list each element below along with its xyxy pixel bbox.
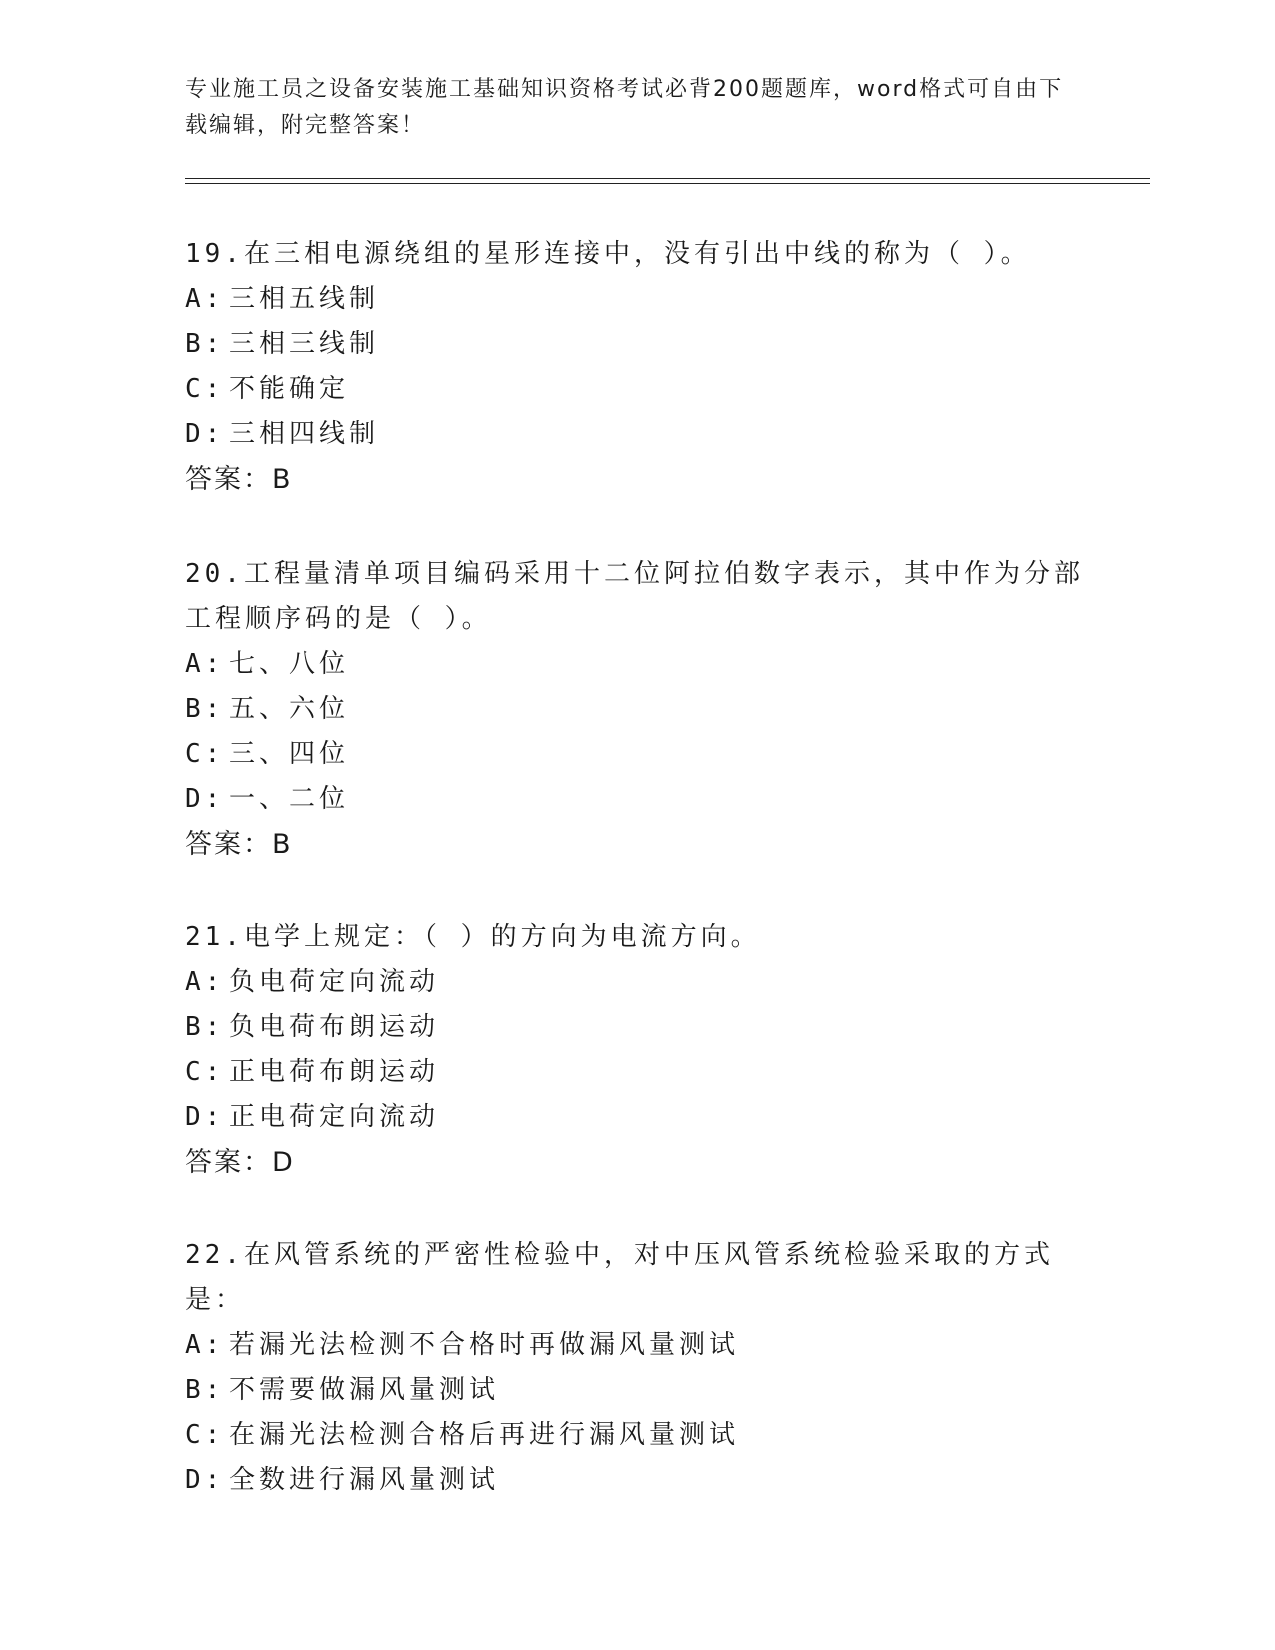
option-c [185, 732, 1085, 777]
question-text: 22.在风管系统的严密性检验中，对中压风管系统检验采取的方式是： [185, 1240, 1054, 1315]
option-text: 负电荷布朗运动 [229, 1012, 440, 1042]
option-key: D: [185, 1465, 225, 1495]
option-text: 负电荷定向流动 [229, 967, 440, 997]
option-a [185, 277, 1085, 322]
option-key: C: [185, 1057, 225, 1087]
option-text: 三相五线制 [229, 284, 380, 314]
option-text: 若漏光法检测不合格时再做漏风量测试 [229, 1330, 740, 1360]
option-text: 三相三线制 [229, 329, 380, 359]
option-text: 七、八位 [229, 649, 350, 679]
question-20 [185, 552, 1085, 867]
question-text: 19.在三相电源绕组的星形连接中，没有引出中线的称为（ ）。 [185, 239, 1031, 269]
option-key: B: [185, 1375, 225, 1405]
question-22 [185, 1233, 1085, 1503]
option-text: 在漏光法检测合格后再进行漏风量测试 [229, 1420, 740, 1450]
option-text: 不需要做漏风量测试 [229, 1375, 500, 1405]
question-19 [185, 232, 1085, 502]
option-text: 不能确定 [229, 374, 350, 404]
question-text: 20.工程量清单项目编码采用十二位阿拉伯数字表示，其中作为分部工程顺序码的是（ ）。 [185, 559, 1084, 634]
page-header-title: 专业施工员之设备安装施工基础知识资格考试必背200题题库，word格式可自由下载编辑，附完整答案！ [185, 77, 1064, 138]
header-divider-bottom [185, 183, 1150, 184]
header-divider-top [185, 178, 1150, 179]
option-key: B: [185, 694, 225, 724]
option-key: B: [185, 329, 225, 359]
option-c [185, 367, 1085, 412]
option-text: 一、二位 [229, 784, 350, 814]
option-a [185, 1323, 1085, 1368]
option-key: C: [185, 739, 225, 769]
option-text: 五、六位 [229, 694, 350, 724]
option-text: 正电荷布朗运动 [229, 1057, 440, 1087]
answer-text: 答案：B [185, 829, 293, 860]
option-text: 全数进行漏风量测试 [229, 1465, 500, 1495]
option-a [185, 642, 1085, 687]
option-b [185, 1005, 1085, 1050]
option-key: A: [185, 284, 225, 314]
option-key: C: [185, 374, 225, 404]
question-text: 21.电学上规定：（ ）的方向为电流方向。 [185, 922, 761, 952]
option-d [185, 412, 1085, 457]
option-d [185, 777, 1085, 822]
option-d [185, 1095, 1085, 1140]
option-key: D: [185, 784, 225, 814]
option-c [185, 1413, 1085, 1458]
answer-text: 答案：B [185, 464, 293, 495]
option-text: 正电荷定向流动 [229, 1102, 440, 1132]
option-key: B: [185, 1012, 225, 1042]
option-key: D: [185, 419, 225, 449]
option-a [185, 960, 1085, 1005]
option-b [185, 1368, 1085, 1413]
option-key: C: [185, 1420, 225, 1450]
option-b [185, 687, 1085, 732]
option-key: A: [185, 1330, 225, 1360]
option-key: A: [185, 967, 225, 997]
option-text: 三相四线制 [229, 419, 380, 449]
answer-text: 答案：D [185, 1147, 295, 1178]
option-key: D: [185, 1102, 225, 1132]
question-21 [185, 915, 1085, 1185]
option-b [185, 322, 1085, 367]
option-d [185, 1458, 1085, 1503]
option-c [185, 1050, 1085, 1095]
option-key: A: [185, 649, 225, 679]
option-text: 三、四位 [229, 739, 350, 769]
